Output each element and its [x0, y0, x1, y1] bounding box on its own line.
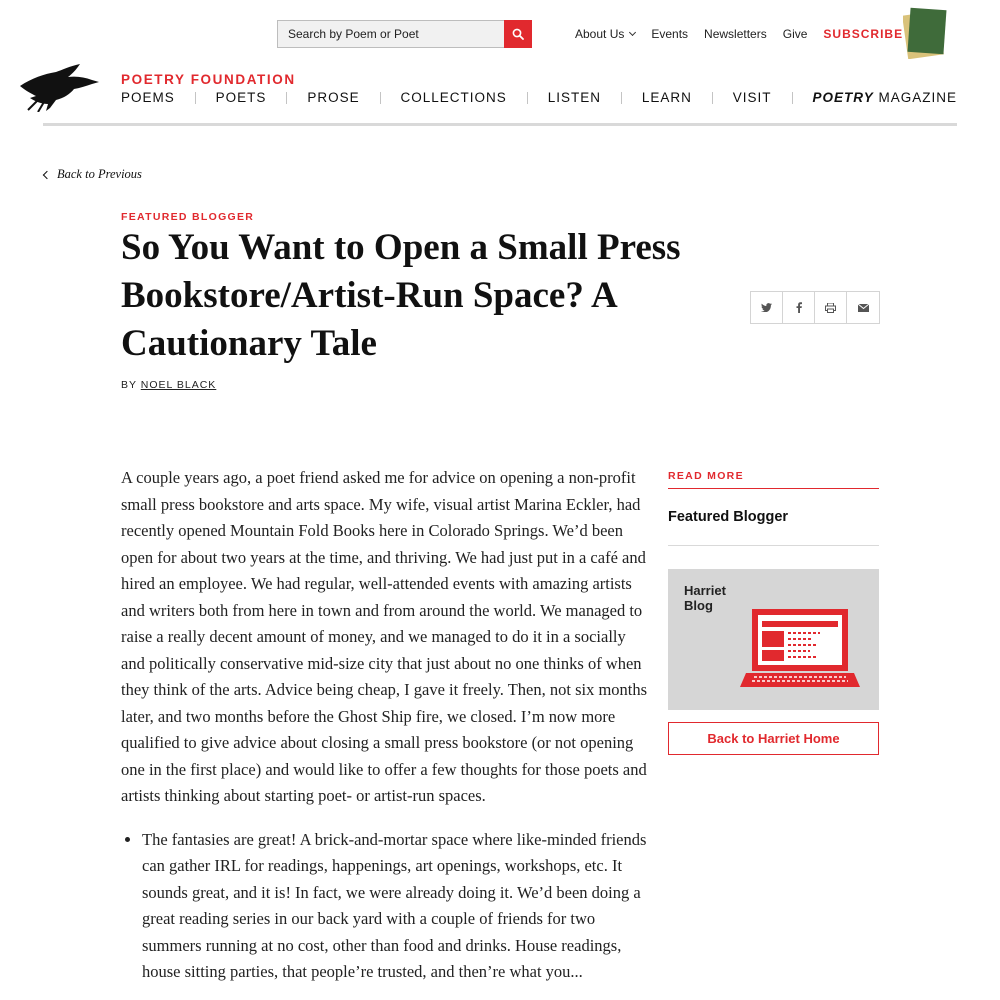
pegasus-logo-icon[interactable]	[18, 64, 100, 112]
author-link[interactable]: NOEL BLACK	[140, 379, 217, 391]
header-divider	[43, 123, 957, 126]
sidebar	[668, 470, 879, 755]
nav-poets[interactable]: POETS	[215, 90, 267, 105]
harriet-blog-title: Harriet Blog	[684, 583, 726, 613]
chevron-down-icon	[629, 29, 636, 36]
utility-nav	[575, 27, 903, 41]
nav-magazine-italic: POETRY	[812, 90, 874, 105]
search-form	[277, 20, 532, 48]
print-button[interactable]	[815, 292, 847, 323]
harriet-blog-card[interactable]	[668, 569, 879, 710]
list-item: • The fantasies are great! A brick-and-mortar space where like-minded friends can gather IRL for readings, happenings, art openings, workshops, etc. It sounds great, and it is! In fact, we were already doing it. We’d been doing a great reading series in our back yard with a couple of friends for two summers running at no cost, other than food and drinks. House readings, house sitting parties, that people’re trusted, and then’re what you...	[142, 827, 651, 986]
nav-poetry-magazine[interactable]	[812, 90, 957, 105]
nav-learn[interactable]: LEARN	[641, 90, 692, 105]
article-list	[121, 827, 651, 986]
nav-poems[interactable]: POEMS	[121, 90, 175, 105]
byline-prefix: BY	[121, 379, 141, 391]
subscribe-link[interactable]: SUBSCRIBE	[823, 27, 904, 41]
poetry-magazine-badge[interactable]	[903, 7, 947, 59]
about-us-menu[interactable]	[575, 27, 635, 41]
share-email-button[interactable]	[847, 292, 879, 323]
back-to-harriet-home-button[interactable]: Back to Harriet Home	[668, 722, 879, 755]
share-facebook-button[interactable]	[783, 292, 815, 323]
nav-divider	[286, 92, 287, 104]
nav-divider	[527, 92, 528, 104]
nav-divider	[712, 92, 713, 104]
nav-collections[interactable]: COLLECTIONS	[400, 90, 507, 105]
events-link[interactable]: Events	[651, 27, 689, 41]
nav-divider	[621, 92, 622, 104]
main-nav	[121, 90, 957, 105]
byline	[121, 379, 216, 391]
read-more-heading: READ MORE	[668, 470, 879, 489]
newsletters-link[interactable]: Newsletters	[704, 27, 767, 41]
chevron-left-icon	[43, 170, 51, 178]
facebook-icon	[796, 302, 802, 313]
back-to-previous-link[interactable]	[44, 167, 142, 182]
article-category[interactable]: FEATURED BLOGGER	[121, 211, 255, 223]
nav-listen[interactable]: LISTEN	[547, 90, 601, 105]
nav-divider	[380, 92, 381, 104]
twitter-icon	[761, 303, 772, 312]
search-input[interactable]	[277, 20, 504, 48]
give-link[interactable]: Give	[782, 27, 808, 41]
search-button[interactable]	[504, 20, 532, 48]
nav-prose[interactable]: PROSE	[307, 90, 360, 105]
email-icon	[858, 304, 869, 312]
back-link-label: Back to Previous	[57, 167, 142, 181]
nav-divider	[195, 92, 196, 104]
article-body	[121, 465, 651, 986]
share-toolbar	[750, 291, 880, 324]
nav-divider	[792, 92, 793, 104]
search-icon	[512, 28, 524, 40]
article-title: So You Want to Open a Small Press Bookstore/Artist-Run Space? A Cautionary Tale	[121, 227, 681, 364]
about-us-label: About Us	[575, 27, 625, 41]
laptop-icon	[740, 609, 860, 691]
nav-magazine-rest: MAGAZINE	[873, 90, 957, 105]
share-twitter-button[interactable]	[751, 292, 783, 323]
featured-blogger-link[interactable]: Featured Blogger	[668, 489, 879, 546]
article-paragraph: A couple years ago, a poet friend asked me for advice on opening a non-profit small press bookstore and arts space. My wife, visual artist Marina Eckler, had recently opened Mountain Fold Books here in Colorado Springs. We’d been open for about two years at the time, and thriving. We had just put in a café and hired an employee. We had regular, well-attended events with amazing artists and writers both from here in town and from around the world. We managed to raise a really decent amount of money, and we managed to do it in a socially and politically conservative mid-size city that just about no one thinks of when they think of the arts. Advice being cheap, I gave it freely. Then, not six months later, and two months before the Ghost Ship fire, we closed. I’m now more qualified to give advice about closing a small press bookstore (or not opening one in the first place) and would like to offer a few thoughts for those poets and artists thinking about starting poet- or artist-run spaces.	[121, 468, 648, 805]
nav-visit[interactable]: VISIT	[732, 90, 772, 105]
print-icon	[825, 303, 836, 313]
brand-name[interactable]: POETRY FOUNDATION	[121, 72, 296, 87]
